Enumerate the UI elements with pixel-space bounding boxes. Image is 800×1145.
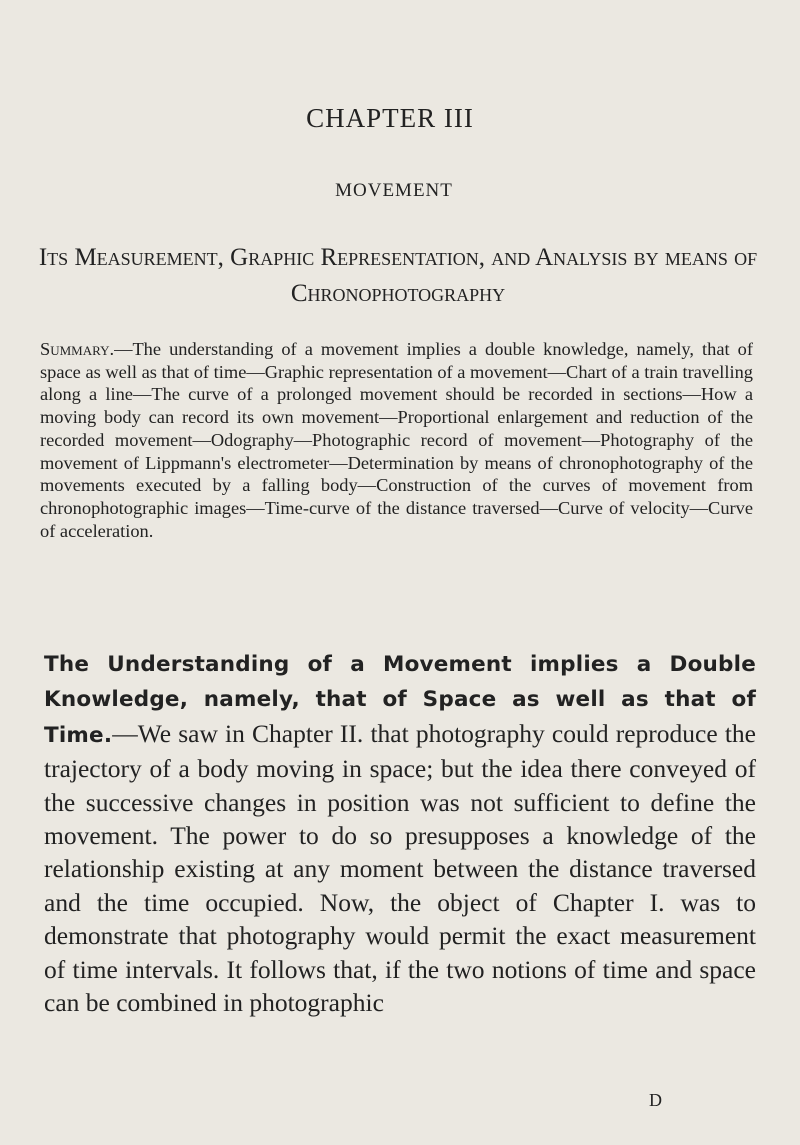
chapter-subtitle: Its Measurement, Graphic Representation, and Analysis by means of Chronophotography <box>38 244 758 307</box>
section-title: MOVEMENT <box>335 180 453 201</box>
paragraph-text: —We saw in Chapter II. that photography could reproduce the trajectory of a body moving in space; but the idea there conveyed of the successive changes in position was not sufficient to define the movement. The power to do so presupposes a knowledge of the relationship existing at any moment between the distance traversed and the time occupied. Now, the object of Chapter I. was to demonstrate that photography would permit the exact measurement of time intervals. It follows that, if the two notions of time and space can be combined in photographic <box>44 718 756 1018</box>
chapter-title: CHAPTER III <box>306 103 474 133</box>
signature-mark: D <box>649 1090 662 1110</box>
paragraph-heading: The Understanding of a Movement implies a Double Knowledge, namely, that of Space as well as that of Time. <box>44 652 756 748</box>
body-paragraph <box>44 646 756 1019</box>
summary-text: —The understanding of a movement implies a double knowledge, namely, that of space as well as that of time—Graphic representation of a movement—Chart of a train travelling along a line—The curve of a prolonged movement should be recorded in sections—How a moving body can record its own movement—Proportional enlargement and reduction of the recorded movement—Odography—Photographic record of movement—Photography of the movement of Lippmann's electrometer—Determination by means of chronophotography of the movements executed by a falling body—Construction of the curves of movement from chronophotographic images—Time-curve of the distance traversed—Curve of velocity—Curve of acceleration. <box>40 339 753 541</box>
chapter-summary <box>40 338 753 542</box>
summary-label: Summary. <box>40 339 115 359</box>
